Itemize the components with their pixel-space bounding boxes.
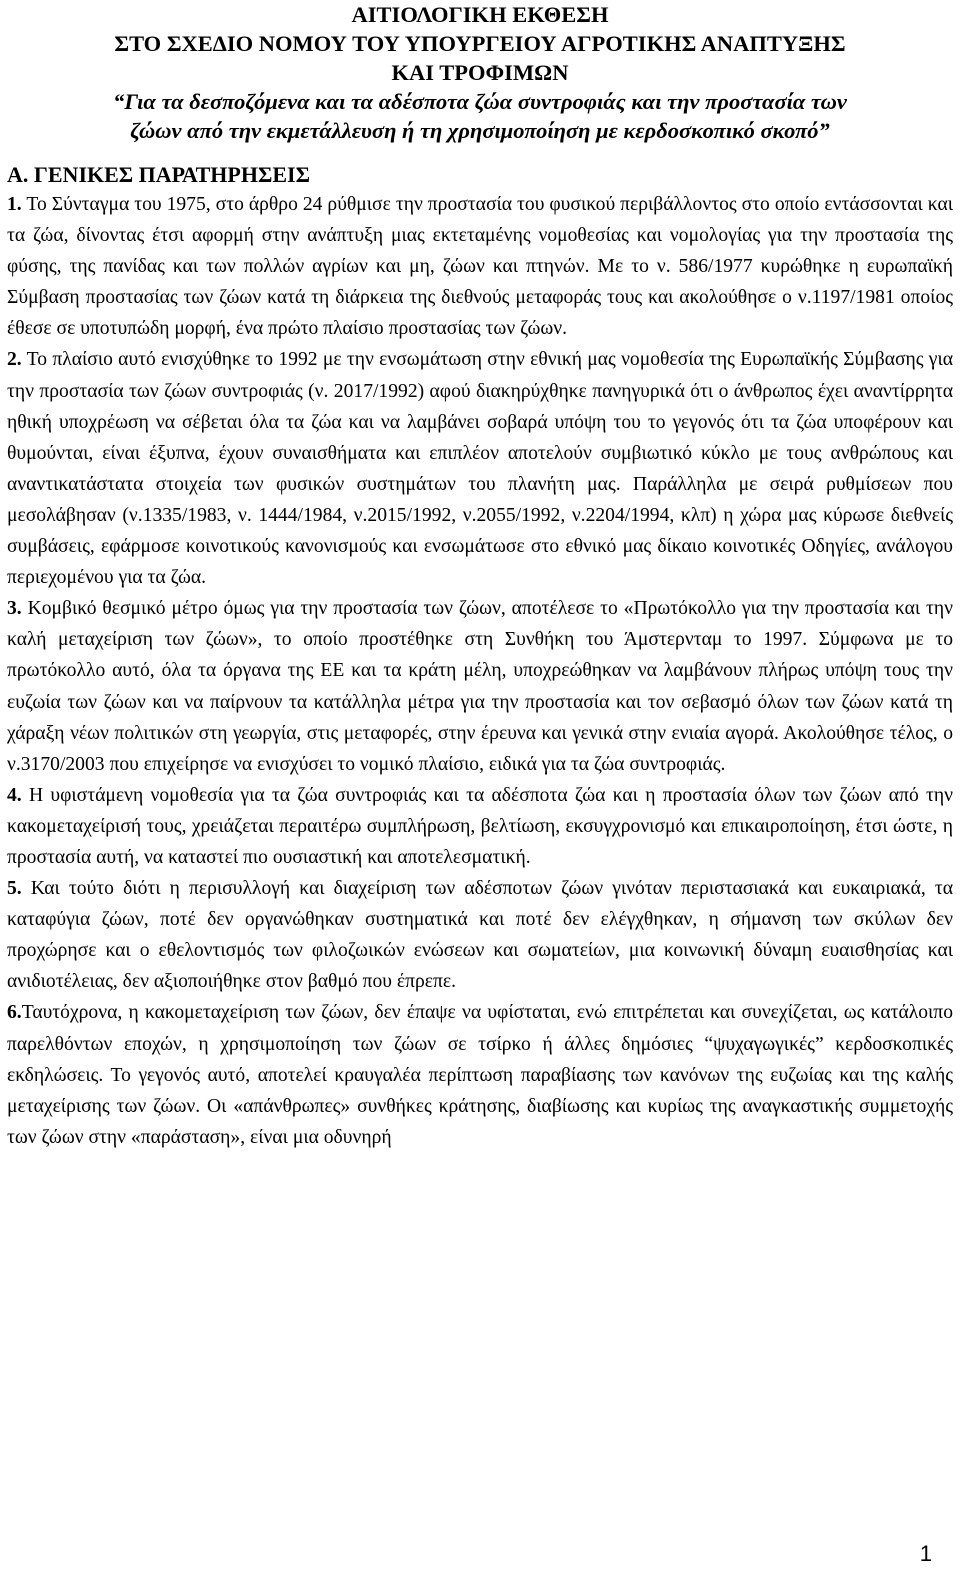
paragraph-1 (7, 189, 953, 344)
paragraph-text: Η υφιστάμενη νομοθεσία για τα ζώα συντροφιάς και τα αδέσποτα ζώα και η προστασία όλων των ζώων από την κακομεταχείρισή τους, χρειάζεται περαιτέρω συμπλήρωση, βελτίωση, εκσυγχρονισμό και επικαιροποίηση, έτσι ώστε, η προστασία αυτή, να καταστεί πιο ουσιαστική και αποτελεσματική. (7, 784, 953, 868)
paragraph-number: 4. (7, 784, 22, 806)
paragraph-number: 5. (7, 878, 22, 900)
document-title-line-2: ΣΤΟ ΣΧΕΔΙΟ ΝΟΜΟΥ ΤΟΥ ΥΠΟΥΡΓΕΙΟΥ ΑΓΡΟΤΙΚΗΣ ΑΝΑΠΤΥΞΗΣ (114, 31, 846, 56)
paragraph-4 (7, 780, 953, 873)
paragraph-text: Το πλαίσιο αυτό ενισχύθηκε το 1992 με την ενσωμάτωση στην εθνική μας νομοθεσία της Ευρωπαϊκής Σύμβασης για την προστασία των ζώων συντροφιάς (ν. 2017/1992) αφού διακηρύχθηκε πανηγυρικά ότι ο άνθρωπος έχει αναντίρρητα ηθική υποχρέωση να σέβεται όλα τα ζώα και να λαμβάνει σοβαρά υπόψη του το γεγονός ότι τα ζώα υποφέρουν και θυμούνται, είναι έξυπνα, έχουν συναισθήματα και επιπλέον αποτελούν συμβιωτικό κύκλο με τους ανθρώπους και αναντικατάστατα στοιχεία των φυσικών συστημάτων του πλανήτη μας. Παράλληλα με σειρά ρυθμίσεων που μεσολάβησαν (ν.1335/1983, ν. 1444/1984, ν.2015/1992, ν.2055/1992, ν.2204/1994, κλπ) η χώρα μας κύρωσε διεθνείς συμβάσεις, εφάρμοσε κοινοτικούς κανονισμούς και ενσωμάτωσε στο εθνικό μας δίκαιο κοινοτικές Οδηγίες, ανάλογου περιεχομένου για τα ζώα. (7, 349, 953, 589)
paragraph-5 (7, 873, 953, 997)
document-subtitle-line-1: “Για τα δεσποζόμενα και τα αδέσποτα ζώα συντροφιάς και την προστασία των (113, 89, 847, 114)
paragraph-number: 2. (7, 349, 22, 371)
document-title-line-1: ΑΙΤΙΟΛΟΓΙΚΗ ΕΚΘΕΣΗ (351, 2, 609, 27)
paragraph-number: 6. (7, 1002, 22, 1024)
paragraph-number: 1. (7, 194, 22, 215)
page-number: 1 (919, 1541, 932, 1566)
document-title-line-3: ΚΑΙ ΤΡΟΦΙΜΩΝ (391, 60, 569, 85)
paragraph-text: Ταυτόχρονα, η κακομεταχείριση των ζώων, δεν έπαψε να υφίσταται, ενώ επιτρέπεται και συνεχίζεται, ως κατάλοιπο παρελθόντων εποχών, η χρησιμοποίηση των ζώων σε τσίρκο ή άλλες δημόσιες “ψυχαγωγικές” κερδοσκοπικές εκδηλώσεις. Το γεγονός αυτό, αποτελεί κραυγαλέα περίπτωση παραβίασης των κανόνων της ευζωίας και της καλής μεταχείρισης των ζώων. Οι «απάνθρωπες» συνθήκες κράτησης, διαβίωσης και κυρίως της αναγκαστικής συμμετοχής των ζώων στην «παράσταση», είναι μια οδυνηρή (7, 1002, 953, 1148)
paragraph-text: Κομβικό θεσμικό μέτρο όμως για την προστασία των ζώων, αποτέλεσε το «Πρωτόκολλο για την προστασία και την καλή μεταχείριση των ζώων», το οποίο προστέθηκε στη Συνθήκη του Άμστερνταμ το 1997. Σύμφωνα με το πρωτόκολλο αυτό, όλα τα όργανα της ΕΕ και τα κράτη μέλη, υποχρεώθηκαν να λαμβάνουν πλήρως υπόψη τους την ευζωία των ζώων και να παίρνουν τα κατάλληλα μέτρα για την προστασία και τον σεβασμό όλων των ζώων κατά τη χάραξη νέων πολιτικών στη γεωργία, στις μεταφορές, στην έρευνα και γενικά στην ενιαία αγορά. Ακολούθησε τέλος, ο ν.3170/2003 που επιχείρησε να ενισχύσει το νομικό πλαίσιο, ειδικά για τα ζώα συντροφιάς. (7, 598, 953, 775)
paragraph-3 (7, 593, 953, 780)
paragraph-2 (7, 344, 953, 593)
section-heading: Α. ΓΕΝΙΚΕΣ ΠΑΡΑΤΗΡΗΣΕΙΣ (7, 162, 310, 187)
paragraph-6 (7, 997, 953, 1152)
paragraph-text: Το Σύνταγμα του 1975, στο άρθρο 24 ρύθμισε την προστασία του φυσικού περιβάλλοντος στο οποίο εντάσσονται και τα ζώα, δίνοντας έτσι αφορμή στην ανάπτυξη μιας εκτεταμένης νομοθεσίας και νομολογίας για την προστασία της φύσης, της πανίδας και των πολλών αγρίων και μη, ζώων και πτηνών. Με το ν. 586/1977 κυρώθηκε η ευρωπαϊκή Σύμβαση προστασίας των ζώων κατά τη διάρκεια της διεθνούς μεταφοράς τους και ακολούθησε ο ν.1197/1981 οποίος έθεσε σε υποτυπώδη μορφή, ένα πρώτο πλαίσιο προστασίας των ζώων. (7, 194, 953, 340)
paragraph-text: Και τούτο διότι η περισυλλογή και διαχείριση των αδέσποτων ζώων γινόταν περιστασιακά και ευκαιριακά, τα καταφύγια ζώων, ποτέ δεν οργανώθηκαν συστηματικά και ποτέ δεν ελέγχθηκαν, η σήμανση των σκύλων δεν προχώρησε και ο εθελοντισμός των φιλοζωικών ενώσεων και σωματείων, μια κοινωνική δύναμη ευαισθησίας και ανιδιοτέλειας, δεν αξιοποιήθηκε στον βαθμό που έπρεπε. (7, 878, 953, 993)
document-subtitle-line-2: ζώων από την εκμετάλλευση ή τη χρησιμοποίηση με κερδοσκοπικό σκοπό” (130, 118, 830, 143)
paragraph-number: 3. (7, 598, 22, 620)
